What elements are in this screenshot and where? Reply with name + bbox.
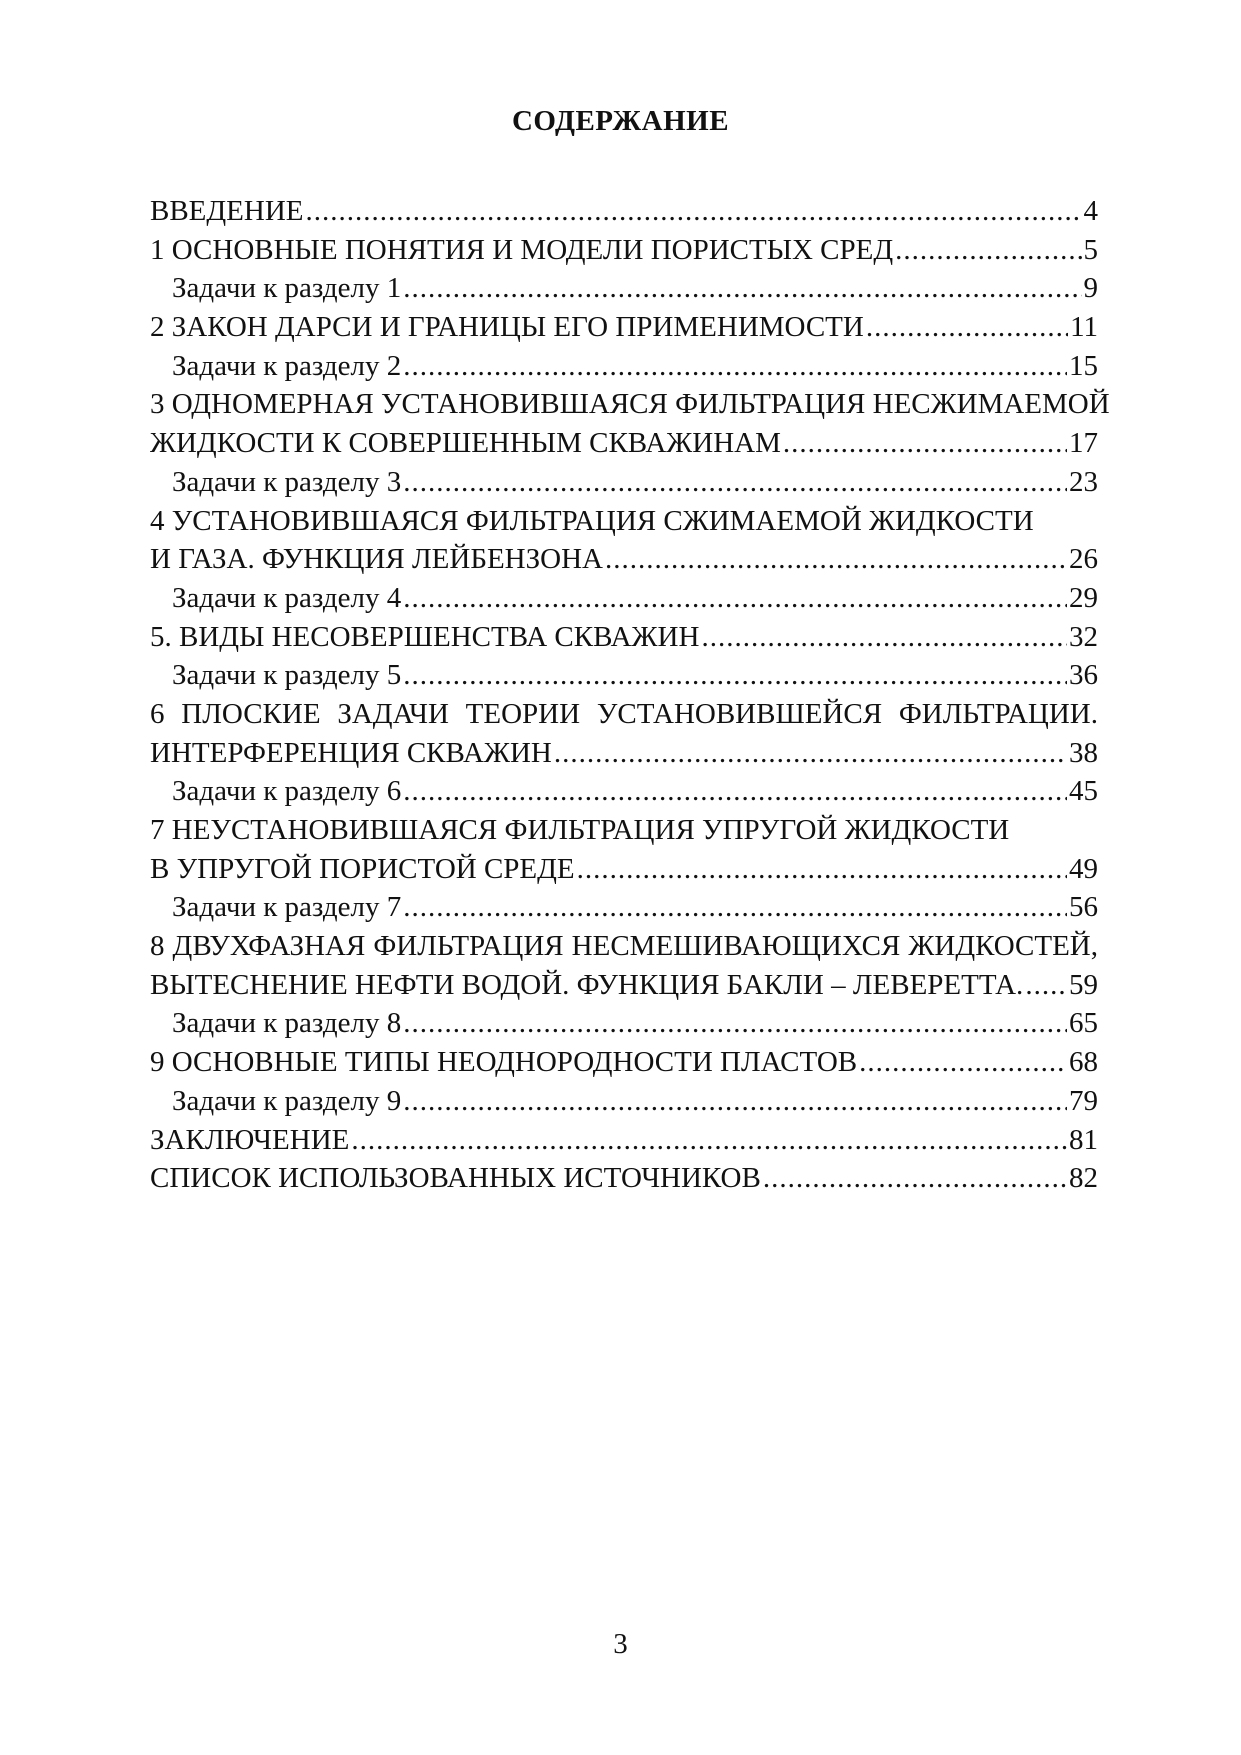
toc-entry-title: Задачи к разделу 6 (172, 775, 402, 808)
toc-entry[interactable] (150, 231, 1098, 270)
toc-dot-leader (403, 269, 1081, 308)
toc-subentry[interactable] (150, 1082, 1098, 1121)
toc-entry-page: 82 (1069, 1162, 1098, 1195)
toc-dot-leader (403, 463, 1067, 502)
toc-entry-page: 38 (1069, 736, 1098, 769)
toc-entry-line-1[interactable] (150, 927, 1098, 966)
toc-entry[interactable] (150, 1159, 1098, 1198)
toc-entry-title: ЖИДКОСТИ К СОВЕРШЕННЫМ СКВАЖИНАМ (150, 427, 781, 460)
toc-entry[interactable] (150, 618, 1098, 657)
toc-subentry[interactable] (150, 656, 1098, 695)
toc-entry-title: 2 ЗАКОН ДАРСИ И ГРАНИЦЫ ЕГО ПРИМЕНИМОСТИ (150, 311, 864, 344)
toc-dot-leader (403, 579, 1067, 618)
toc-entry-page: 17 (1069, 427, 1098, 460)
toc-subentry[interactable] (150, 579, 1098, 618)
toc-entry-title: 5. ВИДЫ НЕСОВЕРШЕНСТВА СКВАЖИН (150, 620, 700, 653)
toc-entry-title: 9 ОСНОВНЫЕ ТИПЫ НЕОДНОРОДНОСТИ ПЛАСТОВ (150, 1046, 858, 1079)
toc-entry-page: 59 (1069, 968, 1098, 1001)
toc-entry-title: ВВЕДЕНИЕ (150, 195, 304, 227)
toc-dot-leader (351, 1121, 1067, 1160)
toc-entry-page: 26 (1069, 543, 1098, 576)
toc-entry-page: 11 (1070, 311, 1098, 344)
toc-entry[interactable] (150, 308, 1098, 347)
toc-dot-leader (403, 347, 1067, 386)
toc-dot-leader (403, 656, 1067, 695)
toc-entry-title: ИНТЕРФЕРЕНЦИЯ СКВАЖИН (150, 736, 552, 769)
toc-entry-title: Задачи к разделу 1 (172, 272, 402, 305)
toc-entry[interactable] (150, 850, 1098, 889)
toc-dot-leader (866, 308, 1068, 347)
toc-subentry[interactable] (150, 269, 1098, 308)
toc-entry-page: 79 (1069, 1084, 1098, 1117)
toc-dot-leader (605, 540, 1067, 579)
toc-entry-title: Задачи к разделу 2 (172, 349, 402, 382)
toc-dot-leader (895, 231, 1081, 270)
toc-entry-line-1[interactable] (150, 385, 1110, 424)
toc-entry-page: 5 (1083, 233, 1098, 266)
toc-entry-page: 36 (1069, 659, 1098, 692)
toc-entry-title: 1 ОСНОВНЫЕ ПОНЯТИЯ И МОДЕЛИ ПОРИСТЫХ СРЕД (150, 233, 894, 266)
toc-dot-leader (783, 424, 1067, 463)
toc-entry-page: 4 (1083, 195, 1098, 227)
toc-entry-page: 15 (1069, 349, 1098, 382)
toc-dot-leader (763, 1159, 1067, 1198)
toc-dot-leader (701, 618, 1067, 657)
toc-entry-title: СПИСОК ИСПОЛЬЗОВАННЫХ ИСТОЧНИКОВ (150, 1162, 761, 1195)
toc-entry-title: Задачи к разделу 7 (172, 891, 402, 924)
toc-entry[interactable] (150, 734, 1098, 773)
page-number: 3 (613, 1628, 628, 1660)
toc-entry-title: В УПРУГОЙ ПОРИСТОЙ СРЕДЕ (150, 852, 575, 885)
toc-entry-title-part: 3 ОДНОМЕРНАЯ УСТАНОВИВШАЯСЯ ФИЛЬТРАЦИЯ НЕСЖИМАЕМОЙ (150, 388, 1110, 421)
toc-dot-leader (403, 1082, 1067, 1121)
toc-entry-title: Задачи к разделу 5 (172, 659, 402, 692)
toc-dot-leader (554, 734, 1067, 773)
toc-entry-line-1[interactable] (150, 811, 1098, 850)
toc-dot-leader (1025, 966, 1067, 1005)
toc-entry-page: 9 (1083, 272, 1098, 305)
toc-dot-leader (859, 1043, 1067, 1082)
toc-dot-leader (403, 1004, 1067, 1043)
toc-subentry[interactable] (150, 888, 1098, 927)
toc-entry-page: 68 (1069, 1046, 1098, 1079)
toc-entry-page: 56 (1069, 891, 1098, 924)
toc-entry-title: И ГАЗА. ФУНКЦИЯ ЛЕЙБЕНЗОНА (150, 543, 603, 576)
toc-entry[interactable] (150, 540, 1098, 579)
toc-entry-title-part: 6 ПЛОСКИЕ ЗАДАЧИ ТЕОРИИ УСТАНОВИВШЕЙСЯ ФИЛЬТРАЦИИ. (150, 697, 1098, 730)
toc-entry-page: 23 (1069, 465, 1098, 498)
toc-subentry[interactable] (150, 347, 1098, 386)
toc-subentry[interactable] (150, 1004, 1098, 1043)
toc-entry[interactable] (150, 192, 1098, 231)
toc-entry[interactable] (150, 1043, 1098, 1082)
toc-dot-leader (403, 888, 1067, 927)
toc-entry-title: Задачи к разделу 8 (172, 1007, 402, 1040)
toc-entry-page: 81 (1069, 1123, 1098, 1156)
toc-entry[interactable] (150, 966, 1098, 1005)
toc-entry[interactable] (150, 1121, 1098, 1160)
toc-entry-page: 32 (1069, 620, 1098, 653)
toc-entry-title-part: 8 ДВУХФАЗНАЯ ФИЛЬТРАЦИЯ НЕСМЕШИВАЮЩИХСЯ ЖИДКОСТЕЙ, (150, 930, 1098, 963)
toc-entry-title: ЗАКЛЮЧЕНИЕ (150, 1123, 350, 1156)
toc-entry-page: 65 (1069, 1007, 1098, 1040)
table-of-contents (150, 192, 1110, 1198)
page-title: СОДЕРЖАНИЕ (511, 105, 730, 137)
toc-dot-leader (577, 850, 1067, 889)
toc-entry-title-part: 7 НЕУСТАНОВИВШАЯСЯ ФИЛЬТРАЦИЯ УПРУГОЙ ЖИДКОСТИ (150, 814, 1010, 846)
toc-entry-title: Задачи к разделу 9 (172, 1084, 402, 1117)
toc-entry-line-1[interactable] (150, 502, 1098, 541)
toc-entry-line-1[interactable] (150, 695, 1098, 734)
toc-dot-leader (306, 192, 1082, 231)
toc-entry-page: 45 (1069, 775, 1098, 808)
toc-dot-leader (403, 772, 1067, 811)
toc-entry-title-part: 4 УСТАНОВИВШАЯСЯ ФИЛЬТРАЦИЯ СЖИМАЕМОЙ ЖИДКОСТИ (150, 504, 1034, 537)
toc-entry-page: 49 (1069, 852, 1098, 885)
toc-entry[interactable] (150, 424, 1098, 463)
toc-entry-title: Задачи к разделу 3 (172, 465, 402, 498)
toc-entry-title: ВЫТЕСНЕНИЕ НЕФТИ ВОДОЙ. ФУНКЦИЯ БАКЛИ – ЛЕВЕРЕТТА. (150, 968, 1024, 1001)
toc-subentry[interactable] (150, 772, 1098, 811)
toc-entry-title: Задачи к разделу 4 (172, 581, 402, 614)
toc-entry-page: 29 (1069, 581, 1098, 614)
toc-subentry[interactable] (150, 463, 1098, 502)
